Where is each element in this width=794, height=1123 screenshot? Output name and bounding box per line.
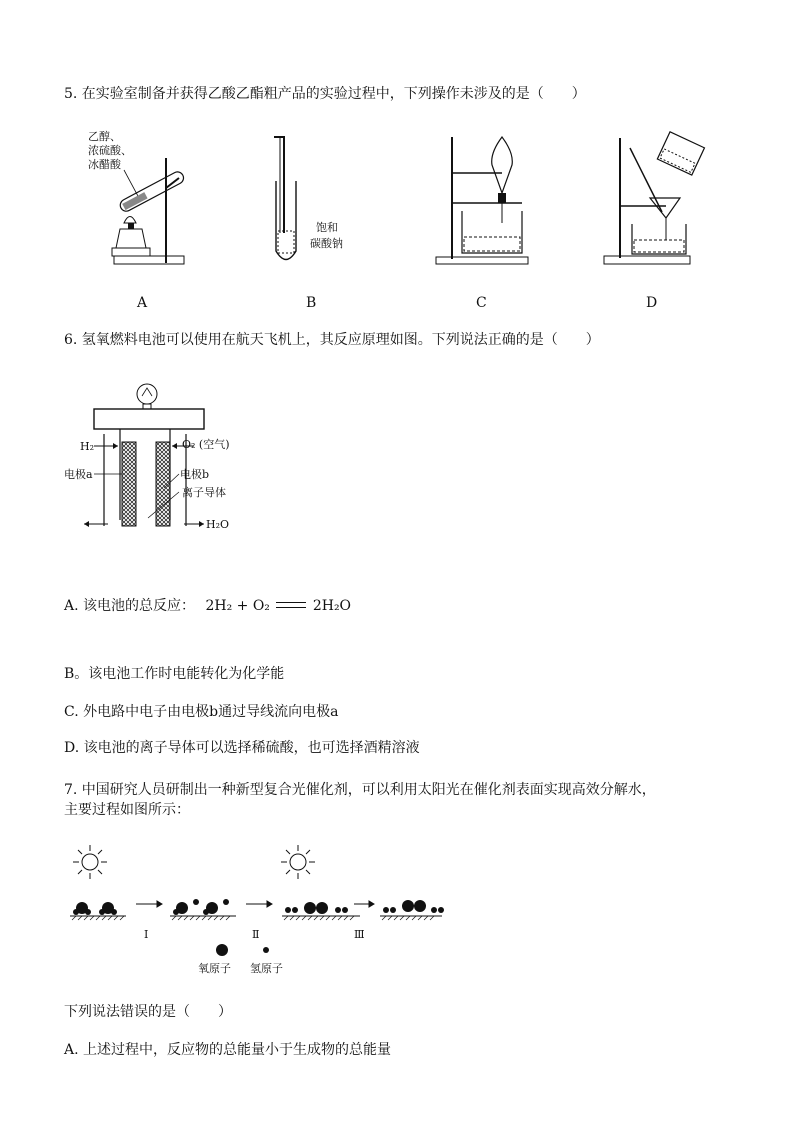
electrode-a-shape xyxy=(122,442,136,526)
sun-icon-1 xyxy=(73,845,107,879)
photocatalysis-diagram xyxy=(64,840,464,980)
legend-hydrogen: 氢原子 xyxy=(250,962,283,975)
label-h2o: H₂O xyxy=(206,518,230,531)
fig-5b-label-2: 碳酸钠 xyxy=(310,237,343,250)
step-3-label: Ⅲ xyxy=(354,928,365,941)
label-h2: H₂ xyxy=(80,440,95,453)
fig-5-option-c: C xyxy=(476,295,487,311)
q6-option-a-eq-left: 2H₂ + O₂ xyxy=(205,598,270,614)
fig-5a-label-2: 浓硫酸、 xyxy=(88,144,132,157)
fig-5-option-b: B xyxy=(306,295,317,311)
equation-double-bar xyxy=(276,602,306,608)
step-1-label: Ⅰ xyxy=(144,928,149,941)
q7-question: 下列说法错误的是（ ） xyxy=(64,1004,232,1020)
fig-5b-label-1: 饱和 xyxy=(316,221,338,234)
step-2-label: Ⅱ xyxy=(252,928,260,941)
fig-5a-heating-apparatus xyxy=(84,128,194,273)
q6-option-a-eq-right: 2H₂O xyxy=(312,598,352,614)
fig-5-option-d: D xyxy=(646,295,658,311)
fuel-cell-diagram xyxy=(64,378,264,538)
q6-option-b: B。该电池工作时电能转化为化学能 xyxy=(64,666,285,682)
q6-stem: 6. 氢氧燃料电池可以使用在航天飞机上，其反应原理如图。下列说法正确的是（ ） xyxy=(64,332,600,348)
legend-oxygen: 氧原子 xyxy=(198,962,231,975)
label-o2: O₂ (空气) xyxy=(182,438,230,451)
q7-stem-line1: 7. 中国研究人员研制出一种新型复合光催化剂，可以利用太阳光在催化剂表面实现高效分解水， xyxy=(64,782,656,798)
label-ion-conductor: 离子导体 xyxy=(182,486,226,499)
fig-5b-test-tube xyxy=(270,133,370,268)
fig-5c-separatory-funnel xyxy=(432,133,532,268)
q6-option-c: C. 外电路中电子由电极b通过导线流向电极a xyxy=(64,704,339,720)
q7-option-a: A. 上述过程中，反应物的总能量小于生成物的总能量 xyxy=(64,1042,392,1058)
sun-icon-2 xyxy=(281,845,315,879)
hydrogen-atom-legend-icon xyxy=(263,947,269,953)
q7-stem-line2: 主要过程如图所示： xyxy=(64,802,190,818)
q6-option-d: D. 该电池的离子导体可以选择稀硫酸，也可选择酒精溶液 xyxy=(64,740,420,756)
fig-5a-label-1: 乙醇、 xyxy=(88,130,121,143)
label-electrode-a: 电极a xyxy=(64,468,93,481)
oxygen-atom-legend-icon xyxy=(216,944,228,956)
lightbulb-icon xyxy=(137,384,157,404)
fig-5a-label-3: 冰醋酸 xyxy=(88,158,121,171)
q5-stem: 5. 在实验室制备并获得乙酸乙酯粗产品的实验过程中，下列操作未涉及的是（ ） xyxy=(64,86,586,102)
fig-5d-filtration xyxy=(600,128,710,268)
q6-option-a xyxy=(64,596,351,616)
label-electrode-b: 电极b xyxy=(180,468,210,481)
fig-5-option-a: A xyxy=(137,295,148,311)
q6-option-a-prefix: A. 该电池的总反应： xyxy=(64,598,196,614)
